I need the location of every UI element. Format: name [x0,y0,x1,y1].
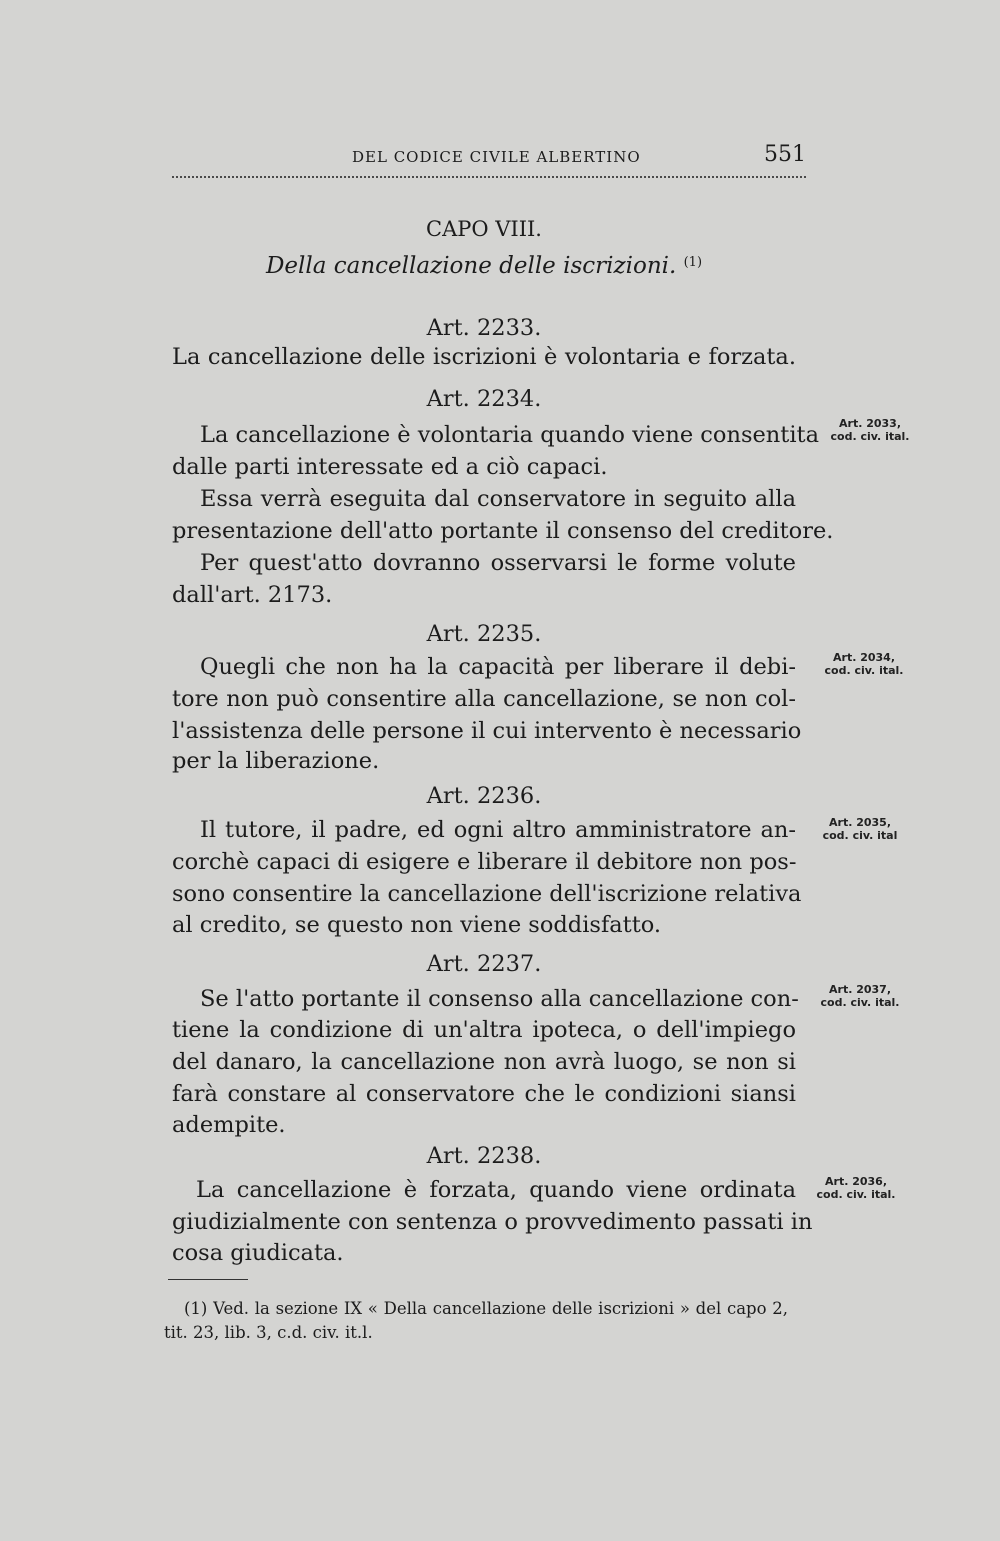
article-heading: Art. 2238. [426,1143,542,1169]
running-head [172,142,806,176]
page-number: 551 [764,142,806,167]
margin-note [822,417,918,443]
article-text-line: del danaro, la cancellazione non avrà luogo, se non si [172,1049,796,1075]
article-text-line: Se l'atto portante il consenso alla cancellazione con- [200,986,799,1012]
article-heading: Art. 2236. [426,783,542,809]
footnote-line: tit. 23, lib. 3, c.d. civ. it.l. [164,1323,373,1342]
article-text-line: sono consentire la cancellazione dell'iscrizione relativa [172,881,802,907]
article-text-line: Per quest'atto dovranno osservarsi le forme volute [200,550,796,576]
article-text-line: farà constare al conservatore che le condizioni siansi [172,1081,796,1107]
margin-note [808,1175,904,1201]
margin-note-line: Art. 2033, [839,417,901,430]
margin-note-line: Art. 2035, [829,816,891,829]
chapter-heading: CAPO VIII. [426,217,542,241]
article-text-line: per la liberazione. [172,748,380,774]
article-text-line: La cancellazione delle iscrizioni è volontaria e forzata. [172,344,796,370]
article-text-line: Il tutore, il padre, ed ogni altro amministratore an- [200,817,796,843]
article-text-line: giudizialmente con sentenza o provvedimento passati in [172,1209,813,1235]
margin-note-line: cod. civ. ital. [830,430,910,443]
header-dotted-rule [172,176,806,178]
article-text-line: La cancellazione è forzata, quando viene ordinata [196,1177,796,1203]
article-text-line: al credito, se questo non viene soddisfatto. [172,912,662,938]
margin-note-line: Art. 2034, [833,651,895,664]
article-text-line: dall'art. 2173. [172,582,333,608]
article-heading: Art. 2233. [426,315,542,341]
margin-note-line: cod. civ. ital. [820,996,900,1009]
footnote-reference: (1) [683,255,703,270]
margin-note-line: cod. civ. ital. [816,1188,896,1201]
margin-note-line: Art. 2037, [829,983,891,996]
article-text-line: Essa verrà eseguita dal conservatore in seguito alla [200,486,796,512]
article-text-line: cosa giudicata. [172,1240,344,1266]
margin-note [812,983,908,1009]
footnote-rule [168,1279,248,1280]
chapter-subtitle-text: Della cancellazione delle iscrizioni. [265,253,677,279]
article-heading: Art. 2237. [426,951,542,977]
article-text-line: corchè capaci di esigere e liberare il debitore non pos- [172,849,797,875]
article-heading: Art. 2234. [426,386,542,412]
footnote-line: (1) Ved. la sezione IX « Della cancellazione delle iscrizioni » del capo 2, [184,1299,788,1318]
margin-note-line: Art. 2036, [825,1175,887,1188]
article-text-line: dalle parti interessate ed a ciò capaci. [172,454,608,480]
article-text-line: adempite. [172,1112,286,1138]
chapter-subtitle [172,253,796,279]
article-text-line: l'assistenza delle persone il cui intervento è necessario [172,718,802,744]
article-heading: Art. 2235. [426,621,542,647]
margin-note-line: cod. civ. ital [822,829,898,842]
margin-note-line: cod. civ. ital. [824,664,904,677]
article-text-line: tiene la condizione di un'altra ipoteca, o dell'impiego [172,1017,796,1043]
article-text-line: La cancellazione è volontaria quando viene consentita [200,422,819,448]
article-text-line: presentazione dell'atto portante il consenso del creditore. [172,518,834,544]
margin-note [816,651,912,677]
article-text-line: tore non può consentire alla cancellazione, se non col- [172,686,796,712]
running-title: DEL CODICE CIVILE ALBERTINO [352,148,641,166]
article-text-line: Quegli che non ha la capacità per liberare il debi- [200,654,796,680]
margin-note [812,816,908,842]
